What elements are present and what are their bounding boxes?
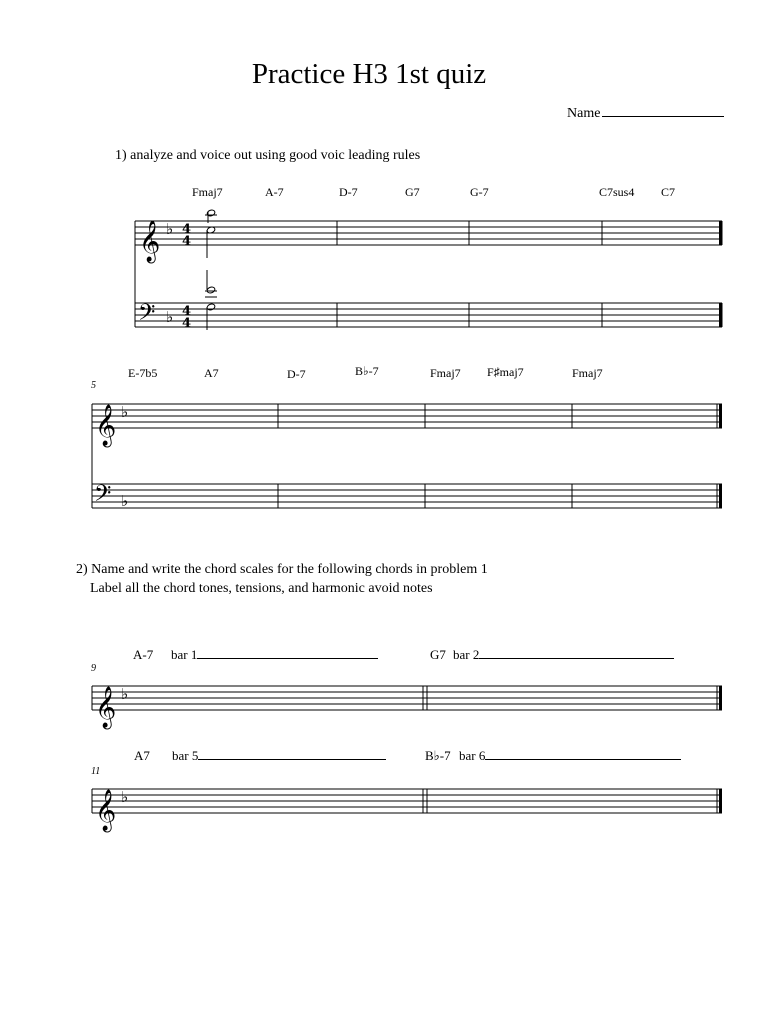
flat-icon: ♭ (166, 220, 174, 238)
bar-label: bar 2 (453, 647, 480, 662)
flat-icon: ♭ (121, 685, 129, 703)
flat-icon: ♭ (121, 403, 129, 421)
bass-clef-icon: 𝄢 (94, 481, 112, 512)
system-3-staff (92, 686, 722, 710)
chord-symbol: B♭-7 (425, 748, 451, 763)
flat-icon: ♭ (121, 492, 129, 510)
chord-symbol: G-7 (470, 185, 489, 199)
system-4-staff (92, 789, 722, 813)
time-signature-top: 4 (182, 304, 192, 319)
bar-number: 5 (91, 380, 96, 391)
flat-icon: ♭ (121, 788, 129, 806)
chord-symbol: A7 (134, 748, 150, 763)
flat-icon: ♭ (166, 308, 174, 326)
time-signature-top: 4 (182, 222, 192, 237)
system-2-grand-staff (92, 404, 722, 508)
treble-clef-icon: 𝄞 (95, 790, 117, 831)
chord-symbol: D-7 (339, 185, 358, 199)
bar-label: bar 5 (172, 748, 199, 763)
bar-number: 9 (91, 663, 96, 674)
time-signature-bottom: 4 (182, 316, 192, 331)
chord-symbol: Fmaj7 (192, 185, 223, 199)
chord-symbol: F♯maj7 (487, 365, 524, 379)
treble-clef-icon: 𝄞 (95, 405, 117, 446)
bar-label: bar 6 (459, 748, 486, 763)
bass-clef-icon: 𝄢 (138, 300, 156, 331)
chord-symbol: A7 (204, 366, 219, 380)
treble-clef-icon: 𝄞 (95, 687, 117, 728)
chord-symbol: G7 (430, 647, 446, 662)
chord-symbol: E-7b5 (128, 366, 158, 380)
chord-symbol: D-7 (287, 367, 306, 381)
chord-symbol: G7 (405, 185, 420, 199)
chord-symbol: A-7 (265, 185, 284, 199)
half-note (206, 303, 215, 311)
name-label: Name (567, 106, 601, 121)
chord-symbol: A-7 (133, 647, 154, 662)
time-signature-bottom: 4 (182, 234, 192, 249)
half-note (206, 286, 215, 294)
system-1-grand-staff (135, 209, 722, 330)
chord-symbol: Fmaj7 (572, 366, 603, 380)
chord-symbol: C7sus4 (599, 185, 635, 199)
chord-symbol: Fmaj7 (430, 366, 461, 380)
page-title: Practice H3 1st quiz (251, 58, 487, 90)
question-2-line-1: 2) Name and write the chord scales for the following chords in problem 1 (76, 562, 488, 577)
chord-symbol: B♭-7 (355, 364, 379, 378)
question-2-line-2: Label all the chord tones, tensions, and harmonic avoid notes (90, 581, 433, 596)
question-1: 1) analyze and voice out using good voic leading rules (115, 148, 421, 163)
bar-number: 11 (91, 766, 101, 777)
chord-symbol: C7 (661, 185, 676, 199)
bar-label: bar 1 (171, 647, 198, 662)
treble-clef-icon: 𝄞 (139, 221, 161, 262)
